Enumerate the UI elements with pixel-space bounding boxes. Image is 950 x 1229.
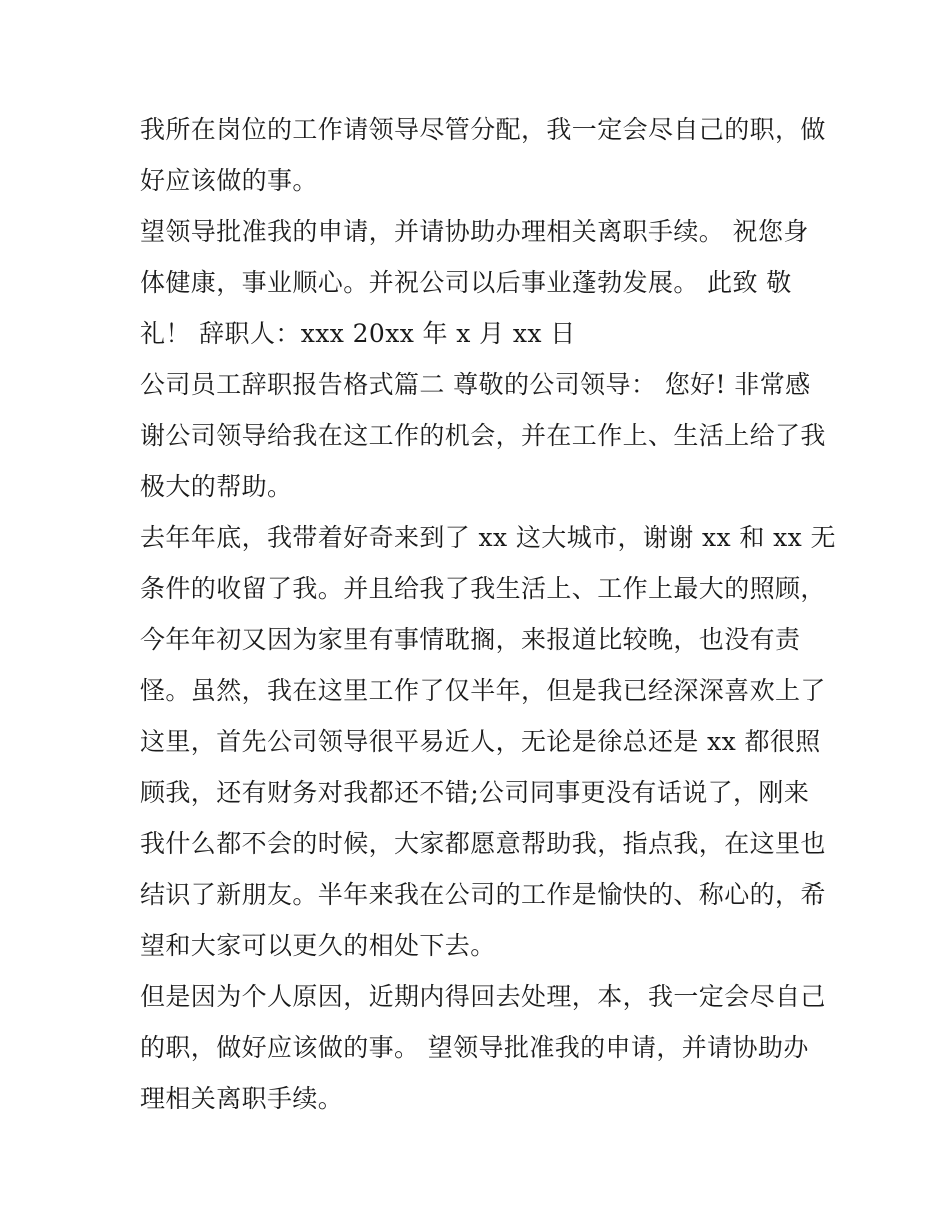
text-line-17: 望和大家可以更久的相处下去。	[140, 931, 496, 960]
text-line-3: 望领导批准我的申请，并请协助办理相关离职手续。 祝您身	[140, 217, 809, 246]
text-line-8: 极大的帮助。	[140, 472, 293, 501]
text-line-7: 谢公司领导给我在这工作的机会，并在工作上、生活上给了我	[140, 421, 826, 450]
text-line-5: 礼！ 辞职人：xxx 20xx 年 x 月 xx 日	[140, 319, 576, 348]
text-line-13: 这里，首先公司领导很平易近人，无论是徐总还是 xx 都很照	[140, 727, 821, 756]
text-line-18: 但是因为个人原因，近期内得回去处理，本，我一定会尽自己	[140, 982, 826, 1011]
text-line-19: 的职，做好应该做的事。 望领导批准我的申请，并请协助办	[140, 1033, 809, 1062]
text-line-12: 怪。虽然，我在这里工作了仅半年，但是我已经深深喜欢上了	[140, 676, 826, 705]
text-line-1: 我所在岗位的工作请领导尽管分配，我一定会尽自己的职，做	[140, 115, 826, 144]
text-line-9: 去年年底，我带着好奇来到了 xx 这大城市，谢谢 xx 和 xx 无	[140, 523, 836, 552]
text-line-4: 体健康，事业顺心。并祝公司以后事业蓬勃发展。 此致 敬	[140, 268, 792, 297]
text-line-11: 今年年初又因为家里有事情耽搁，来报道比较晚，也没有责	[140, 625, 801, 654]
document-body	[140, 104, 836, 1124]
text-line-10: 条件的收留了我。并且给我了我生活上、工作上最大的照顾，	[140, 574, 826, 603]
text-line-6: 公司员工辞职报告格式篇二 尊敬的公司领导： 您好! 非常感	[140, 370, 811, 399]
text-line-14: 顾我，还有财务对我都还不错;公司同事更没有话说了，刚来	[140, 778, 810, 807]
text-line-15: 我什么都不会的时候，大家都愿意帮助我，指点我，在这里也	[140, 829, 826, 858]
text-line-20: 理相关离职手续。	[140, 1084, 344, 1113]
text-line-2: 好应该做的事。	[140, 166, 318, 195]
text-line-16: 结识了新朋友。半年来我在公司的工作是愉快的、称心的，希	[140, 880, 826, 909]
